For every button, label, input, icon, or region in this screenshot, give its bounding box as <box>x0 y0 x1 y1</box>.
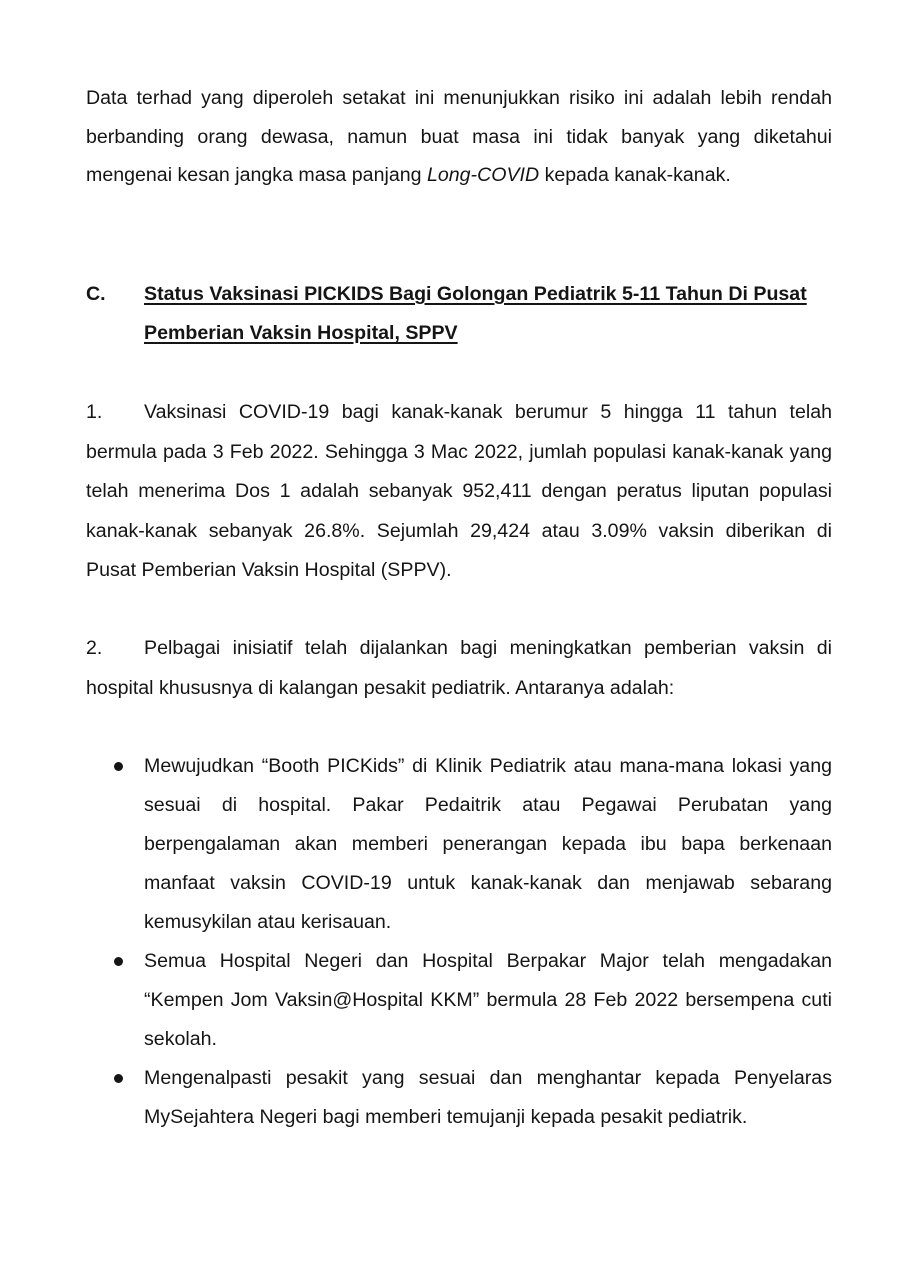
paragraph-text: Vaksinasi COVID-19 bagi kanak-kanak berumur 5 hingga 11 tahun telah bermula pada 3 Feb 2022. Sehingga 3 Mac 2022, jumlah populasi kanak-kanak yang telah menerima Dos 1 adalah sebanyak 952,411 dengan peratus liputan populasi kanak-kanak sebanyak 26.8%. Sejumlah 29,424 atau 3.09% vaksin diberikan di Pusat Pemberian Vaksin Hospital (SPPV). <box>86 401 832 581</box>
intro-text-end: kepada kanak-kanak. <box>539 164 731 186</box>
numbered-paragraph-2 <box>86 629 832 708</box>
section-title: Status Vaksinasi PICKIDS Bagi Golongan Pediatrik 5-11 Tahun Di Pusat Pemberian Vaksin Hospital, SPPV <box>144 283 807 344</box>
list-item-text: Mengenalpasti pesakit yang sesuai dan menghantar kepada Penyelaras MySejahtera Negeri bagi memberi temujanji kepada pesakit pediatrik. <box>144 1067 832 1128</box>
bullet-icon <box>114 762 123 771</box>
list-item-text: Mewujudkan “Booth PICKids” di Klinik Pediatrik atau mana-mana lokasi yang sesuai di hospital. Pakar Pedaitrik atau Pegawai Perubatan yang berpengalaman akan memberi penerangan kepada ibu bapa berkenaan manfaat vaksin COVID-19 untuk kanak-kanak dan menjawab sebarang kemusykilan atau kerisauan. <box>144 755 832 933</box>
list-item-text: Semua Hospital Negeri dan Hospital Berpakar Major telah mengadakan “Kempen Jom Vaksin@Hospital KKM” bermula 28 Feb 2022 bersempena cuti sekolah. <box>144 950 832 1050</box>
list-item <box>112 747 832 942</box>
intro-italic-term: Long-COVID <box>426 164 540 186</box>
paragraph-text: Pelbagai inisiatif telah dijalankan bagi meningkatkan pemberian vaksin di hospital khususnya di kalangan pesakit pediatrik. Antaranya adalah: <box>86 637 832 699</box>
bullet-icon <box>114 957 123 966</box>
paragraph-number: 1. <box>86 401 103 423</box>
section-letter: C. <box>86 283 106 305</box>
intro-paragraph <box>86 79 832 195</box>
initiative-list <box>112 747 832 1137</box>
bullet-icon <box>114 1074 123 1083</box>
numbered-paragraph-1 <box>86 393 832 591</box>
intro-text: Data terhad yang diperoleh setakat ini menunjukkan risiko ini adalah lebih rendah berbanding orang dewasa, namun buat masa ini tidak banyak yang diketahui mengenai kesan jangka masa panjang <box>86 87 832 186</box>
paragraph-number: 2. <box>86 637 103 659</box>
list-item <box>112 1059 832 1137</box>
list-item <box>112 942 832 1059</box>
